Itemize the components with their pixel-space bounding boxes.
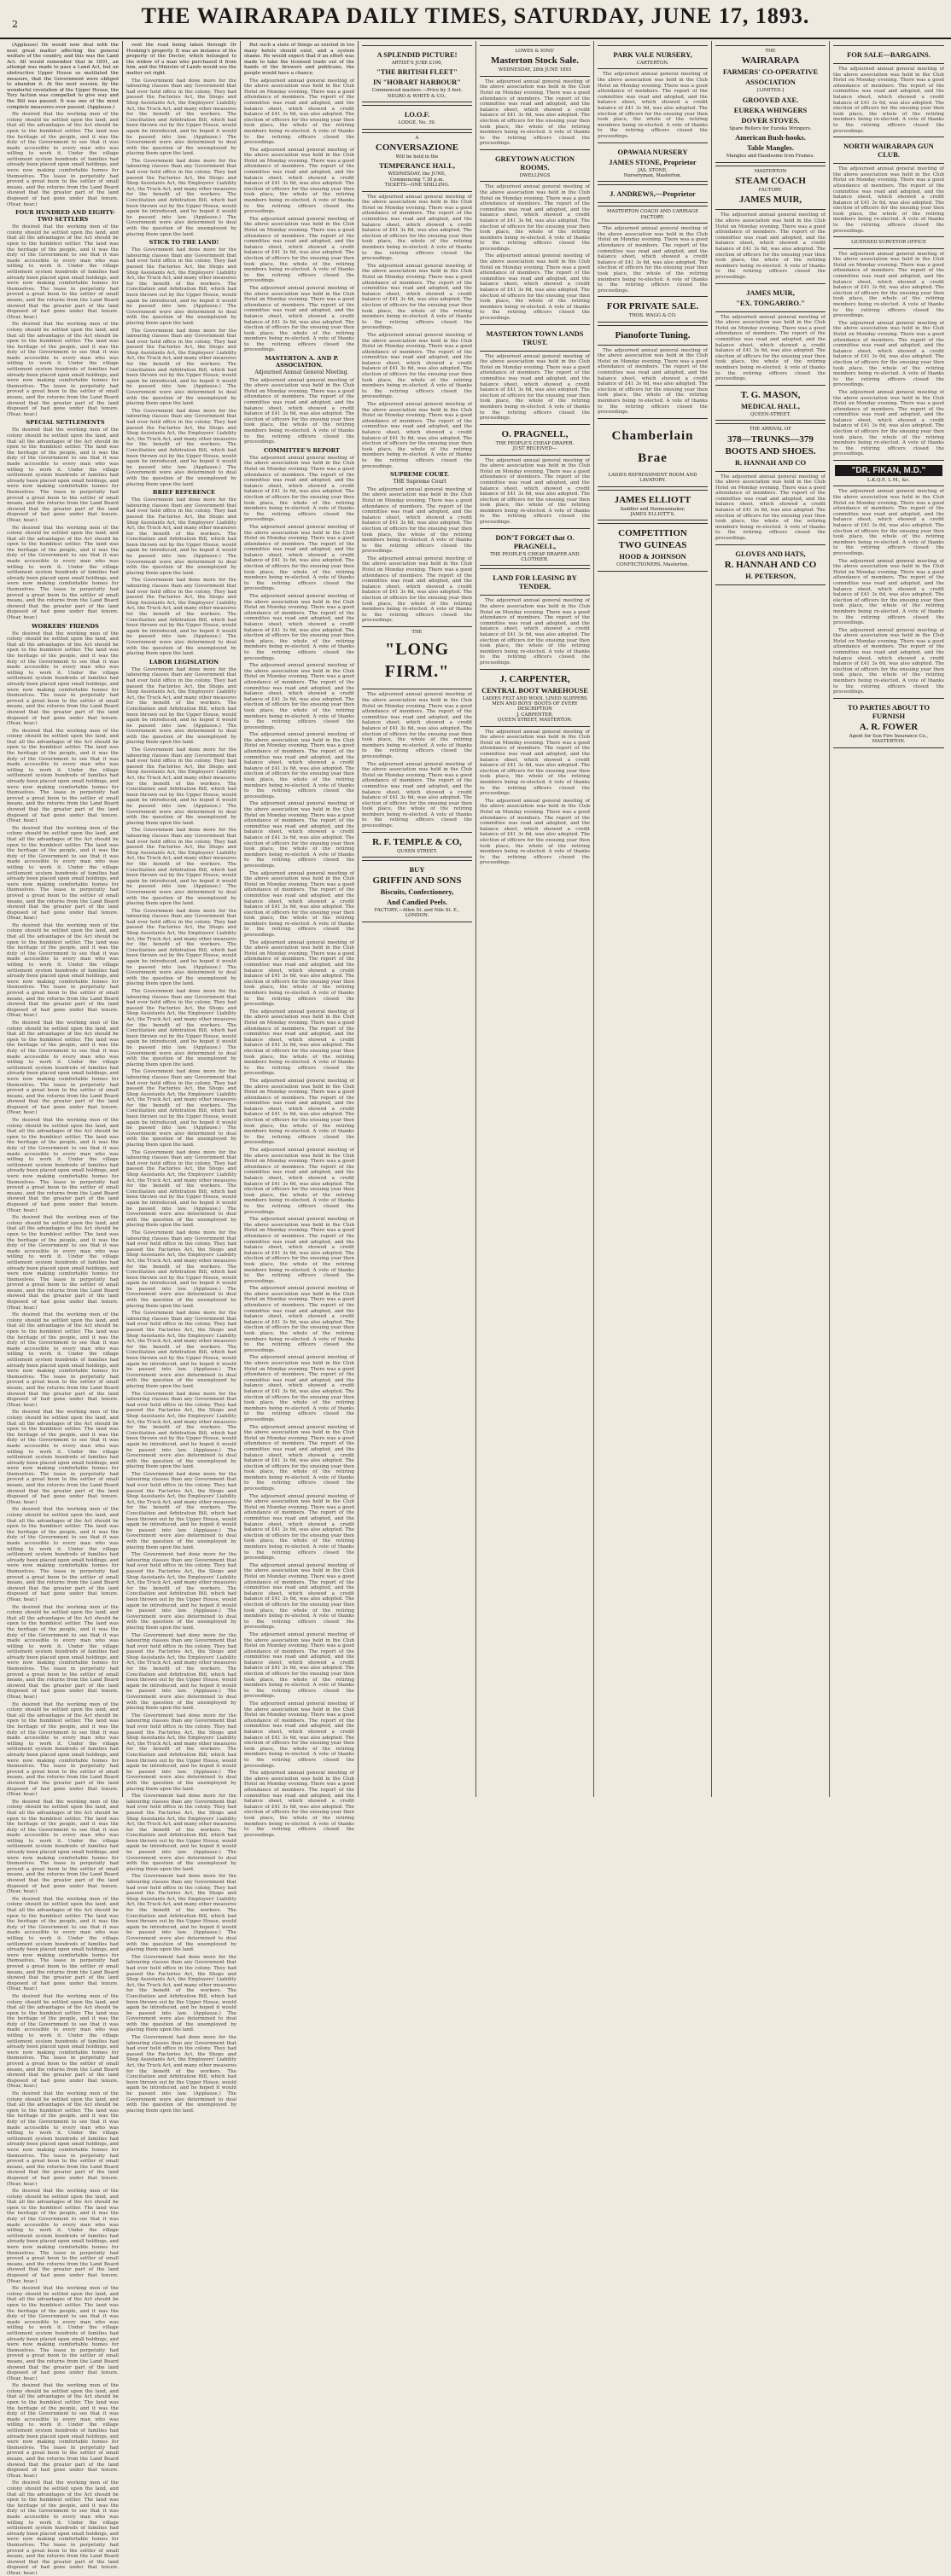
article-text: The adjourned annual general meeting of the above association was held in the Club Hotel on Monday evening. There was a good attendance of members. The report of the committee was read and adopted, and the balance sheet, which showed a credit balance of £41 3s 6d, was also adopted. The election of officers for the ensuing year then took place, the whole of the retiring members being re-elected. A vote of thanks to the retiring officers closed the proceedings. xyxy=(480,457,590,526)
article-text: He desired that the working men of the colony should be settled upon the land, and that all the advantages of the Act should be open to the humblest settler. The land was the heritage of the people, and it was the duty of the Government to see that it was made accessible to every man who was willing to work it. Under the village settlement system hundreds of families had already been placed upon small holdings, and were now making comfortable homes for themselves. The lease in perpetuity had proved a great boon to the settler of small means, and the returns from the Land Board showed that the greater part of the land disposed of had gone under that tenure. (Hear, hear.) xyxy=(7,1118,119,1213)
article-text: He desired that the working men of the colony should be settled upon the land, and that all the advantages of the Act should be open to the humblest settler. The land was the heritage of the people, and it was the duty of the Government to see that it was made accessible to every man who was willing to work it. Under the village settlement system hundreds of families had already been placed upon small holdings, and were now making comfortable homes for themselves. The lease in perpetuity had proved a great boon to the settler of small means, and the returns from the Land Board showed that the greater part of the land disposed of had gone under that tenure. (Hear, hear.) xyxy=(7,1507,119,1602)
article-text: The adjourned annual general meeting of the above association was held in the Club Hotel on Monday evening. There was a good attendance of members. The report of the committee was read and adopted, and the balance sheet, which showed a credit balance of £41 3s 6d, was also adopted. The election of officers for the ensuing year then took place, the whole of the retiring members being re-elected. A vote of thanks to the retiring officers closed the proceedings. xyxy=(362,263,472,331)
article-text: The adjourned annual general meeting of the above association was held in the Club Hotel on Monday evening. There was a good attendance of members. The report of the committee was read and adopted, and the balance sheet, which showed a credit balance of £41 3s 6d, was also adopted. The election of officers for the ensuing year then took place, the whole of the retiring members being re-elected. A vote of thanks to the retiring officers closed the proceedings. xyxy=(244,1562,354,1631)
article-text: He desired that the working men of the colony should be settled upon the land, and that all the advantages of the Act should be open to the humblest settler. The land was the heritage of the people, and it was the duty of the Government to see that it was made accessible to every man who was willing to work it. Under the village settlement system hundreds of families had already been placed upon small holdings, and were now making comfortable homes for themselves. The lease in perpetuity had proved a great boon to the settler of small means, and the returns from the Land Board showed that the greater part of the land disposed of had gone under that tenure. (Hear, hear.) xyxy=(7,1993,119,2090)
article-text: The adjourned annual general meeting of the above association was held in the Club Hotel on Monday evening. There was a good attendance of members. The report of the committee was read and adopted, and the balance sheet, which showed a credit balance of £41 3s 6d, was also adopted. The election of officers for the ensuing year then took place, the whole of the retiring members being re-elected. A vote of thanks to the retiring officers closed the proceedings. xyxy=(362,692,472,759)
advert-line: Nurseryman, Masterton. xyxy=(623,172,682,178)
advert-heading: Chamberlain Brae xyxy=(611,428,694,465)
article-text: The adjourned annual general meeting of the above association was held in the Club Hotel on Monday evening. There was a good attendance of members. The report of the committee was read and adopted, and the balance sheet, which showed a credit balance of £41 3s 6d, was also adopted. The election of officers for the ensuing year then took place, the whole of the retiring members being re-elected. A vote of thanks to the retiring officers closed the proceedings. xyxy=(244,1701,354,1769)
advert-heading: MEDICAL HALL, xyxy=(741,401,800,410)
column-3 xyxy=(241,41,359,1838)
article-text: The Government had done more for the labouring classes than any Government that had ever held office in the colony. They had passed the Factories Act, the Shops and Shop Assistants Act, the Employers' Liability Act, the Truck Act, and many other measures for the benefit of the workers. The Conciliation and Arbitration Bill, which had been thrown out by the Upper House, would again be introduced, and he hoped it would be passed into law. (Applause.) The Government were also determined to deal with the question of the unemployed by placing them upon the land. xyxy=(126,328,236,407)
advert-line: CARTERTON. xyxy=(636,61,669,66)
article-text: He desired that the working men of the colony should be settled upon the land, and that all the advantages of the Act should be open to the humblest settler. The land was the heritage of the people, and it was the duty of the Government to see that it was made accessible to every man who was willing to work it. Under the village settlement system hundreds of families had already been placed upon small holdings, and were now making comfortable homes for themselves. The lease in perpetuity had proved a great boon to the settler of small means, and the returns from the Land Board showed that the greater part of the land disposed of had gone under that tenure. (Hear, hear.) xyxy=(7,1799,119,1895)
advert-conversazione xyxy=(362,132,472,192)
advert-heading: FARMERS' CO-OPERATIVE xyxy=(722,67,819,77)
article-text: The adjourned annual general meeting of the above association was held in the Club Hotel on Monday evening. There was a good attendance of members. The report of the committee was read and adopted, and the balance sheet, which showed a credit balance of £41 3s 6d, was also adopted. The election of officers for the ensuing year then took place, the whole of the retiring members being re-elected. A vote of thanks to the retiring officers closed the proceedings. xyxy=(598,226,708,294)
article-text: He desired that the working men of the colony should be settled upon the land, and that all the advantages of the Act should be open to the humblest settler. The land was the heritage of the people, and it was the duty of the Government to see that it was made accessible to every man who was willing to work it. Under the village settlement system hundreds of families had already been placed upon small holdings, and were now making comfortable homes for themselves. The lease in perpetuity had proved a great boon to the settler of small means, and the returns from the Land Board showed that the greater part of the land disposed of had gone under that tenure. (Hear, hear.) xyxy=(7,2286,119,2381)
article-text: vent the road being taken through Dr Hosking's property. It was an instance of the property of the Doctor, which belonged to the widow of a man who purchased it from him, and the Minister of Lands would see the matter set right. xyxy=(126,43,236,76)
section-subheading: THE Supreme Court xyxy=(393,479,446,486)
article-text: The adjourned annual general meeting of the above association was held in the Club Hotel on Monday evening. There was a good attendance of members. The report of the committee was read and adopted, and the balance sheet, which showed a credit balance of £41 3s 6d, was also adopted. The election of officers for the ensuing year then took place, the whole of the retiring members being re-elected. A vote of thanks to the retiring officers closed the proceedings. xyxy=(833,251,944,319)
article-text: The Government had done more for the labouring classes than any Government that had ever held office in the colony. They had passed the Factories Act, the Shops and Shop Assistants Act, the Employers' Liability Act, the Truck Act, and many other measures for the benefit of the workers. The Conciliation and Arbitration Bill, which had been thrown out by the Upper House, would again be introduced, and he hoped it would be passed into law. (Applause.) The Government were also determined to deal with the question of the unemployed by placing them upon the land. xyxy=(126,908,236,987)
article-text: He desired that the working men of the colony should be settled upon the land, and that all the advantages of the Act should be open to the humblest settler. The land was the heritage of the people, and it was the duty of the Government to see that it was made accessible to every man who was willing to work it. Under the village settlement system hundreds of families had already been placed upon small holdings, and were now making comfortable homes for themselves. The lease in perpetuity had proved a great boon to the settler of small means, and the returns from the Land Board showed that the greater part of the land disposed of had gone under that tenure. (Hear, hear.) xyxy=(7,1604,119,1701)
advert-heading: IN "HOBART HARBOUR" xyxy=(373,78,461,87)
column-6 xyxy=(594,41,712,1797)
article-text: (Applause) He would now deal with the next great matter affecting the general welfare of the country, and this was the Land Act. All would remember that in 1891, an attempt was made to pass a Land Act, but an obstructive Upper House so mutilated the measure, that the Government were obliged to abandon it. At the next session, by the wonderful revelation of the Upper House, the Tory faction was compelled to give way and the Bill was passed. It was one of the most complete measures ever passed. (Applause.) xyxy=(7,43,119,110)
advert-private-sale xyxy=(598,296,708,322)
article-text: He desired that the working men of the colony should be settled upon the land, and that all the advantages of the Act should be open to the humblest settler. The land was the heritage of the people, and it was the duty of the Government to see that it was made accessible to every man who was willing to work it. Under the village settlement system hundreds of families had already been placed upon small holdings, and were now making comfortable homes for themselves. The lease in perpetuity had proved a great boon to the settler of small means, and the returns from the Land Board showed that the greater part of the land disposed of had gone under that tenure. (Hear, hear.) xyxy=(7,1215,119,1311)
advert-heading: Table Mangles. xyxy=(747,143,794,153)
advert-line: MASTERTON COACH AND CARRIAGE FACTORY. xyxy=(606,209,699,220)
advert-line: L.K.Q.P., L.M., &c. xyxy=(866,478,911,484)
advert-heading: MASTERTON TOWN LANDS TRUST. xyxy=(486,329,584,346)
advert-heading: JAMES MUIR, xyxy=(746,288,795,297)
page-number: 2 xyxy=(12,19,18,30)
article-text: The Government had done more for the labouring classes than any Government that had ever held office in the colony. They had passed the Factories Act, the Shops and Shop Assistants Act, the Employers' Liability Act, the Truck Act, and many other measures for the benefit of the workers. The Conciliation and Arbitration Bill, which had been thrown out by the Upper House, would again be introduced, and he hoped it would be passed into law. (Applause.) The Government were also determined to deal with the question of the unemployed by placing them upon the land. xyxy=(126,408,236,487)
advert-piano xyxy=(598,325,708,346)
article-text: The adjourned annual general meeting of the above association was held in the Club Hotel on Monday evening. There was a good attendance of members. The report of the committee was read and adopted, and the balance sheet, which showed a credit balance of £41 3s 6d, was also adopted. The election of officers for the ensuing year then took place, the whole of the retiring members being re-elected. A vote of thanks to the retiring officers closed the proceedings. xyxy=(244,1009,354,1077)
article-text: The adjourned annual general meeting of the above association was held in the Club Hotel on Monday evening. There was a good attendance of members. The report of the committee was read and adopted, and the balance sheet, which showed a credit balance of £41 3s 6d, was also adopted. The election of officers for the ensuing year then took place, the whole of the retiring members being re-elected. A vote of thanks to the retiring officers closed the proceedings. xyxy=(244,1493,354,1561)
advert-line: Mangles and Handsome Iron Frames. xyxy=(726,154,815,160)
article-text: The adjourned annual general meeting of the above association was held in the Club Hotel on Monday evening. There was a good attendance of members. The report of the committee was read and adopted, and the balance sheet, which showed a credit balance of £41 3s 6d, was also adopted. The election of officers for the ensuing year then took place, the whole of the retiring members being re-elected. A vote of thanks to the retiring officers closed the proceedings. xyxy=(362,555,472,624)
advert-heading: H. PETERSON, xyxy=(745,571,796,580)
advert-temple xyxy=(362,832,472,858)
advert-heading: TEMPERANCE HALL, xyxy=(379,161,455,171)
advert-heading: And Candied Peels. xyxy=(386,898,448,907)
advert-heading: J. CARPENTER, xyxy=(499,673,570,684)
article-text: The adjourned annual general meeting of the above association was held in the Club Hotel on Monday evening. There was a good attendance of members. The report of the committee was read and adopted, and the balance sheet, which showed a credit balance of £41 3s 6d, was also adopted. The election of officers for the ensuing year then took place, the whole of the retiring members being re-elected. A vote of thanks to the retiring officers closed the proceedings. xyxy=(598,347,708,416)
article-text: The adjourned annual general meeting of the above association was held in the Club Hotel on Monday evening. There was a good attendance of members. The report of the committee was read and adopted, and the balance sheet, which showed a credit balance of £41 3s 6d, was also adopted. The election of officers for the ensuing year then took place, the whole of the retiring members being re-elected. A vote of thanks to the retiring officers closed the proceedings. xyxy=(715,314,826,382)
article-text: He desired that the working men of the colony should be settled upon the land, and that all the advantages of the Act should be open to the humblest settler. The land was the heritage of the people, and it was the duty of the Government to see that it was made accessible to every man who was willing to work it. Under the village settlement system hundreds of families had already been placed upon small holdings, and were now making comfortable homes for themselves. The lease in perpetuity had proved a great boon to the settler of small means, and the returns from the Land Board showed that the greater part of the land disposed of had gone under that tenure. (Hear, hear.) xyxy=(7,1312,119,1408)
advert-picture xyxy=(362,45,472,102)
advert-heading: BUY xyxy=(409,865,425,875)
advert-heading: ASSOCIATION xyxy=(745,78,796,87)
article-text: The adjourned annual general meeting of the above association was held in the Club Hotel on Monday evening. There was a good attendance of members. The report of the committee was read and adopted, and the balance sheet, which showed a credit balance of £41 3s 6d, was also adopted. The election of officers for the ensuing year then took place, the whole of the retiring members being re-elected. A vote of thanks to the retiring officers closed the proceedings. xyxy=(244,801,354,869)
advert-line: JUST RECEIVED— xyxy=(512,446,557,452)
article-text: The Government had done more for the labouring classes than any Government that had ever held office in the colony. They had passed the Factories Act, the Shops and Shop Assistants Act, the Employers' Liability Act, the Truck Act, and many other measures for the benefit of the workers. The Conciliation and Arbitration Bill, which had been thrown out by the Upper House, would again be introduced, and he hoped it would be passed into law. (Applause.) The Government were also determined to deal with the question of the unemployed by placing them upon the land. xyxy=(126,989,236,1067)
advert-heading: "LONG FIRM." xyxy=(384,640,450,682)
advert-line: LICENSED SURVEYOR OFFICE xyxy=(851,240,926,246)
advert-pragnell xyxy=(480,424,590,456)
article-text: The adjourned annual general meeting of the above association was held in the Club Hotel on Monday evening. There was a good attendance of members. The report of the committee was read and adopted, and the balance sheet, which showed a credit balance of £41 3s 6d, was also adopted. The election of officers for the ensuing year then took place, the whole of the retiring members being re-elected. A vote of thanks to the retiring officers closed the proceedings. xyxy=(244,594,354,661)
article-text: He desired that the working men of the colony should be settled upon the land, and that all the advantages of the Act should be open to the humblest settler. The land was the heritage of the people, and it was the duty of the Government to see that it was made accessible to every man who was willing to work it. Under the village settlement system hundreds of families had already been placed upon small holdings, and were now making comfortable homes for themselves. The lease in perpetuity had proved a great boon to the settler of small means, and the returns from the Land Board showed that the greater part of the land disposed of had gone under that tenure. (Hear, hear.) xyxy=(7,2091,119,2187)
article-text: The adjourned annual general meeting of the above association was held in the Club Hotel on Monday evening. There was a good attendance of members. The report of the committee was read and adopted, and the balance sheet, which showed a credit balance of £41 3s 6d, was also adopted. The election of officers for the ensuing year then took place, the whole of the retiring members being re-elected. A vote of thanks to the retiring officers closed the proceedings. xyxy=(244,1355,354,1422)
advert-heading: GRIFFIN AND SONS xyxy=(372,875,462,887)
article-text: The Government had done more for the labouring classes than any Government that had ever held office in the colony. They had passed the Factories Act, the Shops and Shop Assistants Act, the Employers' Liability Act, the Truck Act, and many other measures for the benefit of the workers. The Conciliation and Arbitration Bill, which had been thrown out by the Upper House, would again be introduced, and he hoped it would be passed into law. (Applause.) The Government were also determined to deal with the question of the unemployed by placing them upon the land. xyxy=(126,1391,236,1470)
advert-line: THE PEOPLE'S CHEAP DRAPER. xyxy=(495,440,575,446)
advert-line: QUEEN-STREET. xyxy=(750,411,791,417)
article-text: He desired that the working men of the colony should be settled upon the land, and that all the advantages of the Act should be open to the humblest settler. The land was the heritage of the people, and it was the duty of the Government to see that it was made accessible to every man who was willing to work it. Under the village settlement system hundreds of families had already been placed upon small holdings, and were now making comfortable homes for themselves. The lease in perpetuity had proved a great boon to the settler of small means, and the returns from the Land Board showed that the greater part of the land disposed of had gone under that tenure. (Hear, hear.) xyxy=(7,1896,119,1992)
article-text: The adjourned annual general meeting of the above association was held in the Club Hotel on Monday evening. There was a good attendance of members. The report of the committee was read and adopted, and the balance sheet, which showed a credit balance of £41 3s 6d, was also adopted. The election of officers for the ensuing year then took place, the whole of the retiring members being re-elected. A vote of thanks to the retiring officers closed the proceedings. xyxy=(244,377,354,445)
article-text: The Government had done more for the labouring classes than any Government that had ever held office in the colony. They had passed the Factories Act, the Shops and Shop Assistants Act, the Employers' Liability Act, the Truck Act, and many other measures for the benefit of the workers. The Conciliation and Arbitration Bill, which had been thrown out by the Upper House, would again be introduced, and he hoped it would be passed into law. (Applause.) The Government were also determined to deal with the question of the unemployed by placing them upon the land. xyxy=(126,666,236,746)
article-text: The adjourned annual general meeting of the above association was held in the Club Hotel on Monday evening. There was a good attendance of members. The report of the committee was read and adopted, and the balance sheet, which showed a credit balance of £41 3s 6d, was also adopted. The election of officers for the ensuing year then took place, the whole of the retiring members being re-elected. A vote of thanks to the retiring officers closed the proceedings. xyxy=(833,320,944,388)
advert-doctor xyxy=(833,460,944,486)
advert-heading: DON'T FORGET that O. PRAGNELL, xyxy=(495,532,575,550)
advert-line: CONFECTIONERS, Masterton. xyxy=(616,562,689,568)
advert-opawaia xyxy=(598,142,708,183)
advert-line: THOS. WAGG & CO. xyxy=(628,313,677,319)
advert-line: QUEEN STREET, MASTERTON. xyxy=(497,718,573,724)
advert-heading: "THE BRITISH FLEET" xyxy=(376,67,458,77)
advert-gloves xyxy=(715,544,826,585)
advert-line: Spare Rollers for Eureka Wringers. xyxy=(729,125,812,131)
article-text: The adjourned annual general meeting of the above association was held in the Club Hotel on Monday evening. There was a good attendance of members. The report of the committee was read and adopted, and the balance sheet, which showed a credit balance of £41 3s 6d, was also adopted. The election of officers for the ensuing year then took place, the whole of the retiring members being re-elected. A vote of thanks to the retiring officers closed the proceedings. xyxy=(480,598,590,666)
section-heading: STICK TO THE LAND! xyxy=(149,239,219,247)
article-text: The Government had done more for the labouring classes than any Government that had ever held office in the colony. They had passed the Factories Act, the Shops and Shop Assistants Act, the Employers' Liability Act, the Truck Act, and many other measures for the benefit of the workers. The Conciliation and Arbitration Bill, which had been thrown out by the Upper House, would again be introduced, and he hoped it would be passed into law. (Applause.) The Government were also determined to deal with the question of the unemployed by placing them upon the land. xyxy=(126,1794,236,1872)
advert-line: QUEEN STREET. xyxy=(397,848,437,854)
article-text: The adjourned annual general meeting of the above association was held in the Club Hotel on Monday evening. There was a good attendance of members. The report of the committee was read and adopted, and the balance sheet, which showed a credit balance of £41 3s 6d, was also adopted. The election of officers for the ensuing year then took place, the whole of the retiring members being re-elected. A vote of thanks to the retiring officers closed the proceedings. xyxy=(244,870,354,939)
advert-heading: OPAWAIA NURSERY xyxy=(617,147,688,156)
article-text: The adjourned annual general meeting of the above association was held in the Club Hotel on Monday evening. There was a good attendance of members. The report of the committee was read and adopted, and the balance sheet, which showed a credit balance of £41 3s 6d, was also adopted. The election of officers for the ensuing year then took place, the whole of the retiring members being re-elected. A vote of thanks to the retiring officers closed the proceedings. xyxy=(833,489,944,556)
article-text: The adjourned annual general meeting of the above association was held in the Club Hotel on Monday evening. There was a good attendance of members. The report of the committee was read and adopted, and the balance sheet, which showed a credit balance of £41 3s 6d, was also adopted. The election of officers for the ensuing year then took place, the whole of the retiring members being re-elected. A vote of thanks to the retiring officers closed the proceedings. xyxy=(244,1424,354,1492)
advert-heading: JAMES MUIR, xyxy=(738,195,802,206)
article-text: The adjourned annual general meeting of the above association was held in the Club Hotel on Monday evening. There was a good attendance of members. The report of the committee was read and adopted, and the balance sheet, which showed a credit balance of £41 3s 6d, was also adopted. The election of officers for the ensuing year then took place, the whole of the retiring members being re-elected. A vote of thanks to the retiring officers closed the proceedings. xyxy=(244,147,354,215)
advert-heading: DOVER STOVES. xyxy=(741,115,800,125)
article-text: The adjourned annual general meeting of the above association was held in the Club Hotel on Monday evening. There was a good attendance of members. The report of the committee was read and adopted, and the balance sheet, which showed a credit balance of £41 3s 6d, was also adopted. The election of officers for the ensuing year then took place, the whole of the retiring members being re-elected. A vote of thanks to the retiring officers closed the proceedings. xyxy=(833,627,944,695)
advert-lodge xyxy=(362,105,472,129)
column-7 xyxy=(712,41,830,1797)
advert-heading: 378—TRUNKS—379 xyxy=(727,433,814,445)
advert-heading: I.O.O.F. xyxy=(404,110,430,119)
article-text: The adjourned annual general meeting of the above association was held in the Club Hotel on Monday evening. There was a good attendance of members. The report of the committee was read and adopted, and the balance sheet, which showed a credit balance of £41 3s 6d, was also adopted. The election of officers for the ensuing year then took place, the whole of the retiring members being re-elected. A vote of thanks to the retiring officers closed the proceedings. xyxy=(244,1078,354,1146)
article-text: He desired that the working men of the colony should be settled upon the land, and that all the advantages of the Act should be open to the humblest settler. The land was the heritage of the people, and it was the duty of the Government to see that it was made accessible to every man who was willing to work it. Under the village settlement system hundreds of families had already been placed upon small holdings, and were now making comfortable homes for themselves. The lease in perpetuity had proved a great boon to the settler of small means, and the returns from the Land Board showed that the greater part of the land disposed of had gone under that tenure. (Hear, hear.) xyxy=(7,2383,119,2479)
section-heading: BRIEF REFERENCE xyxy=(152,489,216,497)
advert-line: WEDNESDAY, 28th JUNE 1893 xyxy=(498,67,572,73)
advert-line: THE xyxy=(411,630,423,635)
advert-heading: WAIRARAPA xyxy=(741,55,800,67)
advert-heading: NORTH WAIRARAPA GUN CLUB. xyxy=(843,142,934,160)
article-text: The adjourned annual general meeting of the above association was held in the Club Hotel on Monday evening. There was a good attendance of members. The report of the committee was read and adopted, and the balance sheet, which showed a credit balance of £41 3s 6d, was also adopted. The election of officers for the ensuing year then took place, the whole of the retiring members being re-elected. A vote of thanks to the retiring officers closed the proceedings. xyxy=(244,455,354,523)
section-subheading: Adjourned Annual General Meeting. xyxy=(254,369,349,376)
article-text: He desired that the working men of the colony should be settled upon the land, and that all the advantages of the Act should be open to the humblest settler. The land was the heritage of the people, and it was the duty of the Government to see that it was made accessible to every man who was willing to work it. Under the village settlement system hundreds of families had already been placed upon small holdings, and were now making comfortable homes for themselves. The lease in perpetuity had proved a great boon to the settler of small means, and the returns from the Land Board showed that the greater part of the land disposed of had gone under that tenure. (Hear, hear.) xyxy=(7,728,119,824)
article-text: The adjourned annual general meeting of the above association was held in the Club Hotel on Monday evening. There was a good attendance of members. The report of the committee was read and adopted, and the balance sheet, which showed a credit balance of £41 3s 6d, was also adopted. The election of officers for the ensuing year then took place, the whole of the retiring members being re-elected. A vote of thanks to the retiring officers closed the proceedings. xyxy=(244,1286,354,1353)
article-text: The adjourned annual general meeting of the above association was held in the Club Hotel on Monday evening. There was a good attendance of members. The report of the committee was read and adopted, and the balance sheet, which showed a credit balance of £41 3s 6d, was also adopted. The election of officers for the ensuing year then took place, the whole of the retiring members being re-elected. A vote of thanks to the retiring officers closed the proceedings. xyxy=(480,184,590,252)
advert-gun-club xyxy=(833,137,944,164)
article-text: The adjourned annual general meeting of the above association was held in the Club Hotel on Monday evening. There was a good attendance of members. The report of the committee was read and adopted, and the balance sheet, which showed a credit balance of £41 3s 6d, was also adopted. The election of officers for the ensuing year then took place, the whole of the retiring members being re-elected. A vote of thanks to the retiring officers closed the proceedings. xyxy=(480,729,590,797)
advert-heading: LAND FOR LEASING BY TENDER. xyxy=(493,573,577,591)
advert-heading: TO PARTIES ABOUT TO FURNISH xyxy=(848,702,930,720)
advert-heading: EUREKA WHINGERS xyxy=(733,105,808,114)
advert-elliott xyxy=(598,490,708,521)
article-text: The Government had done more for the labouring classes than any Government that had ever held office in the colony. They had passed the Factories Act, the Shops and Shop Assistants Act, the Employers' Liability Act, the Truck Act, and many other measures for the benefit of the workers. The Conciliation and Arbitration Bill, which had been thrown out by the Upper House, would again be introduced, and he hoped it would be passed into law. (Applause.) The Government were also determined to deal with the question of the unemployed by placing them upon the land. xyxy=(126,158,236,237)
advert-line: MEN AND BOYS' BOOTS OF EVERY DESCRIPTION xyxy=(492,701,578,712)
article-text: The adjourned annual general meeting of the above association was held in the Club Hotel on Monday evening. There was a good attendance of members. The report of the committee was read and adopted, and the balance sheet, which showed a credit balance of £41 3s 6d, was also adopted. The election of officers for the ensuing year then took place, the whole of the retiring members being re-elected. A vote of thanks to the retiring officers closed the proceedings. xyxy=(480,79,590,147)
article-text: The Government had done more for the labouring classes than any Government that had ever held office in the colony. They had passed the Factories Act, the Shops and Shop Assistants Act, the Employers' Liability Act, the Truck Act, and many other measures for the benefit of the workers. The Conciliation and Arbitration Bill, which had been thrown out by the Upper House, would again be introduced, and he hoped it would be passed into law. (Applause.) The Government were also determined to deal with the question of the unemployed by placing them upon the land. xyxy=(126,1712,236,1792)
article-text: He desired that the working men of the colony should be settled upon the land, and that all the advantages of the Act should be open to the humblest settler. The land was the heritage of the people, and it was the duty of the Government to see that it was made accessible to every man who was willing to work it. Under the village settlement system hundreds of families had already been placed upon small holdings, and were now making comfortable homes for themselves. The lease in perpetuity had proved a great boon to the settler of small means, and the returns from the Land Board showed that the greater part of the land disposed of had gone under that tenure. (Hear, hear.) xyxy=(7,631,119,727)
article-text: The Government had done more for the labouring classes than any Government that had ever held office in the colony. They had passed the Factories Act, the Shops and Shop Assistants Act, the Employers' Liability Act, the Truck Act, and many other measures for the benefit of the workers. The Conciliation and Arbitration Bill, which had been thrown out by the Upper House, would again be introduced, and he hoped it would be passed into law. (Applause.) The Government were also determined to deal with the question of the unemployed by placing them upon the land. xyxy=(126,497,236,576)
advert-andrews xyxy=(598,184,708,203)
article-text: The adjourned annual general meeting of the above association was held in the Club Hotel on Monday evening. There was a good attendance of members. The report of the committee was read and adopted, and the balance sheet, which showed a credit balance of £41 3s 6d, was also adopted. The election of officers for the ensuing year then took place, the whole of the retiring members being re-elected. A vote of thanks to the retiring officers closed the proceedings. xyxy=(480,798,590,866)
article-text: The Government had done more for the labouring classes than any Government that had ever held office in the colony. They had passed the Factories Act, the Shops and Shop Assistants Act, the Employers' Liability Act, the Truck Act, and many other measures for the benefit of the workers. The Conciliation and Arbitration Bill, which had been thrown out by the Upper House, would again be introduced, and he hoped it would be passed into law. (Applause.) The Government were also determined to deal with the question of the unemployed by placing them upon the land. xyxy=(126,747,236,826)
section-heading: FOUR HUNDRED AND EIGHTY-TWO SETTLERS xyxy=(15,209,115,224)
article-text: The adjourned annual general meeting of the above association was held in the Club Hotel on Monday evening. There was a good attendance of members. The report of the committee was read and adopted, and the balance sheet, which showed a credit balance of £41 3s 6d, was also adopted. The election of officers for the ensuing year then took place, the whole of the retiring members being re-elected. A vote of thanks to the retiring officers closed the proceedings. xyxy=(244,1217,354,1284)
advert-heading: FOR SALE—BARGAINS. xyxy=(847,50,931,59)
advert-heading: Biscuits, Confectionery, xyxy=(380,887,454,897)
advert-heading: Pianoforte Tuning. xyxy=(615,329,691,340)
article-text: He desired that the working men of the colony should be settled upon the land, and that all the advantages of the Act should be open to the humblest settler. The land was the heritage of the people, and it was the duty of the Government to see that it was made accessible to every man who was willing to work it. Under the village settlement system hundreds of families had already been placed upon small holdings, and were now making comfortable homes for themselves. The lease in perpetuity had proved a great boon to the settler of small means, and the returns from the Land Board showed that the greater part of the land disposed of had gone under that tenure. (Hear, hear.) xyxy=(7,224,119,320)
column-2 xyxy=(123,41,241,2114)
advert-heading: FOR PRIVATE SALE. xyxy=(606,301,699,312)
advert-line: LADIES REFRESHMENT ROOM AND LAVATORY. xyxy=(608,472,697,484)
advert-line: THE PEOPLE'S CHEAP DRAPER AND CLOTHIER. xyxy=(490,551,580,563)
article-text: The adjourned annual general meeting of the above association was held in the Club Hotel on Monday evening. There was a good attendance of members. The report of the committee was read and adopted, and the balance sheet, which showed a credit balance of £41 3s 6d, was also adopted. The election of officers for the ensuing year then took place, the whole of the retiring members being re-elected. A vote of thanks to the retiring officers closed the proceedings. xyxy=(244,78,354,146)
article-text: The adjourned annual general meeting of the above association was held in the Club Hotel on Monday evening. There was a good attendance of members. The report of the committee was read and adopted, and the balance sheet, which showed a credit balance of £41 3s 6d, was also adopted. The election of officers for the ensuing year then took place, the whole of the retiring members being re-elected. A vote of thanks to the retiring officers closed the proceedings. xyxy=(362,332,472,400)
advert-heading: TWO GUINEAS xyxy=(618,540,687,551)
advert-griffin xyxy=(362,860,472,922)
advert-heading: A SPLENDID PICTURE! xyxy=(376,50,458,59)
column-4 xyxy=(359,41,476,1797)
column-grid xyxy=(3,41,948,2576)
article-text: The adjourned annual general meeting of the above association was held in the Club Hotel on Monday evening. There was a good attendance of members. The report of the committee was read and adopted, and the balance sheet, which showed a credit balance of £41 3s 6d, was also adopted. The election of officers for the ensuing year then took place, the whole of the retiring members being re-elected. A vote of thanks to the retiring officers closed the proceedings. xyxy=(244,939,354,1008)
advert-stock-sale xyxy=(480,45,590,77)
article-text: The Government had done more for the labouring classes than any Government that had ever held office in the colony. They had passed the Factories Act, the Shops and Shop Assistants Act, the Employers' Liability Act, the Truck Act, and many other measures for the benefit of the workers. The Conciliation and Arbitration Bill, which had been thrown out by the Upper House, would again be introduced, and he hoped it would be passed into law. (Applause.) The Government were also determined to deal with the question of the unemployed by placing them upon the land. xyxy=(126,1069,236,1148)
article-text: He desired that the working men of the colony should be settled upon the land, and that all the advantages of the Act should be open to the humblest settler. The land was the heritage of the people, and it was the duty of the Government to see that it was made accessible to every man who was willing to work it. Under the village settlement system hundreds of families had already been placed upon small holdings, and were now making comfortable homes for themselves. The lease in perpetuity had proved a great boon to the settler of small means, and the returns from the Land Board showed that the greater part of the land disposed of had gone under that tenure. (Hear, hear.) xyxy=(7,427,119,523)
advert-line: THE ARRIVAL OF xyxy=(750,427,791,433)
article-text: He desired that the working men of the colony should be settled upon the land, and that all the advantages of the Act should be open to the humblest settler. The land was the heritage of the people, and it was the duty of the Government to see that it was made accessible to every man who was willing to work it. Under the village settlement system hundreds of families had already been placed upon small holdings, and were now making comfortable homes for themselves. The lease in perpetuity had proved a great boon to the settler of small means, and the returns from the Land Board showed that the greater part of the land disposed of had gone under that tenure. (Hear, hear.) xyxy=(7,2480,119,2576)
article-text: The adjourned annual general meeting of the above association was held in the Club Hotel on Monday evening. There was a good attendance of members. The report of the committee was read and adopted, and the balance sheet, which showed a credit balance of £41 3s 6d, was also adopted. The election of officers for the ensuing year then took place, the whole of the retiring members being re-elected. A vote of thanks to the retiring officers closed the proceedings. xyxy=(362,486,472,555)
advert-mason xyxy=(715,385,826,421)
advert-bargains xyxy=(833,45,944,64)
advert-surveyor xyxy=(833,236,944,248)
advert-line: ARTIST'S JUBE £100, xyxy=(391,61,443,66)
advert-heading: O. PRAGNELL, xyxy=(501,428,569,439)
advert-line: DWELLINGS xyxy=(519,172,551,178)
advert-heading: "EX. TONGARIRO." xyxy=(736,298,805,307)
article-text: The Government had done more for the labouring classes than any Government that had ever held office in the colony. They had passed the Factories Act, the Shops and Shop Assistants Act, the Employers' Liability Act, the Truck Act, and many other measures for the benefit of the workers. The Conciliation and Arbitration Bill, which had been thrown out by the Upper House, would again be introduced, and he hoped it would be passed into law. (Applause.) The Government were also determined to deal with the question of the unemployed by placing them upon the land. xyxy=(126,2035,236,2114)
article-text: The Government had done more for the labouring classes than any Government that had ever held office in the colony. They had passed the Factories Act, the Shops and Shop Assistants Act, the Employers' Liability Act, the Truck Act, and many other measures for the benefit of the workers. The Conciliation and Arbitration Bill, which had been thrown out by the Upper House, would again be introduced, and he hoped it would be passed into law. (Applause.) The Government were also determined to deal with the question of the unemployed by placing them upon the land. xyxy=(126,247,236,326)
column-5 xyxy=(476,41,594,1797)
article-text: The adjourned annual general meeting of the above association was held in the Club Hotel on Monday evening. There was a good attendance of members. The report of the committee was read and adopted, and the balance sheet, which showed a credit balance of £41 3s 6d, was also adopted. The election of officers for the ensuing year then took place, the whole of the retiring members being re-elected. A vote of thanks to the retiring officers closed the proceedings. xyxy=(244,663,354,730)
advert-line: TICKETS—ONE SHILLING. xyxy=(384,183,450,189)
article-text: He desired that the working men of the colony should be settled upon the land, and that all the advantages of the Act should be open to the humblest settler. The land was the heritage of the people, and it was the duty of the Government to see that it was made accessible to every man who was willing to work it. Under the village settlement system hundreds of families had already been placed upon small holdings, and were now making comfortable homes for themselves. The lease in perpetuity had proved a great boon to the settler of small means, and the returns from the Land Board showed that the greater part of the land disposed of had gone under that tenure. (Hear, hear.) xyxy=(7,525,119,620)
newspaper-title: THE WAIRARAPA DAILY TIMES, SATURDAY, JUNE 17, 1893. xyxy=(141,3,810,28)
advert-line: LADIES FELT AND WOOL LINED SLIPPERS xyxy=(482,695,587,701)
article-text: The adjourned annual general meeting of the above association was held in the Club Hotel on Monday evening. There was a good attendance of members. The report of the committee was read and adopted, and the balance sheet, which showed a credit balance of £41 3s 6d, was also adopted. The election of officers for the ensuing year then took place, the whole of the retiring members being re-elected. A vote of thanks to the retiring officers closed the proceedings. xyxy=(715,474,826,542)
column-1 xyxy=(3,41,123,2576)
advert-line: FACTORY,—Allen St. and Nile St. E., LONDON. xyxy=(374,908,460,919)
advert-line: MASTERTON xyxy=(754,168,787,174)
advert-heading: R. HANNAH AND CO xyxy=(734,457,807,467)
article-text: The adjourned annual general meeting of the above association was held in the Club Hotel on Monday evening. There was a good attendance of members. The report of the committee was read and adopted, and the balance sheet, which showed a credit balance of £41 3s 6d, was also adopted. The election of officers for the ensuing year then took place, the whole of the retiring members being re-elected. A vote of thanks to the retiring officers closed the proceedings. xyxy=(362,194,472,262)
advert-heading: CENTRAL BOOT WAREHOUSE xyxy=(481,685,588,695)
article-text: He desired that the working men of the colony should be settled upon the land, and that all the advantages of the Act should be open to the humblest settler. The land was the heritage of the people, and it was the duty of the Government to see that it was made accessible to every man who was willing to work it. Under the village settlement system hundreds of families had already been placed upon small holdings, and were now making comfortable homes for themselves. The lease in perpetuity had proved a great boon to the settler of small means, and the returns from the Land Board showed that the greater part of the land disposed of had gone under that tenure. (Hear, hear.) xyxy=(7,322,119,417)
advert-muir xyxy=(715,283,826,312)
advert-long-firm xyxy=(362,626,472,689)
article-text: The adjourned annual general meeting of the above association was held in the Club Hotel on Monday evening. There was a good attendance of members. The report of the committee was read and adopted, and the balance sheet, which showed a credit balance of £41 3s 6d, was also adopted. The election of officers for the ensuing year then took place, the whole of the retiring members being re-elected. A vote of thanks to the retiring officers closed the proceedings. xyxy=(244,1148,354,1215)
advert-line: JAMES ELLIOTT'S. xyxy=(630,512,675,518)
article-text: The adjourned annual general meeting of the above association was held in the Club Hotel on Monday evening. There was a good attendance of members. The report of the committee was read and adopted, and the balance sheet, which showed a credit balance of £41 3s 6d, was also adopted. The election of officers for the ensuing year then took place, the whole of the retiring members being re-elected. A vote of thanks to the retiring officers closed the proceedings. xyxy=(362,402,472,469)
advert-dont-forget xyxy=(480,528,590,567)
advert-land-leasing xyxy=(480,568,590,596)
advert-heading: R. HANNAH AND CO xyxy=(724,559,817,570)
advert-line: LOWES & IONS' xyxy=(515,49,555,54)
article-text: He desired that the working men of the colony should be settled upon the land, and that all the advantages of the Act should be open to the humblest settler. The land was the heritage of the people, and it was the duty of the Government to see that it was made accessible to every man who was willing to work it. Under the village settlement system hundreds of families had already been placed upon small holdings, and were now making comfortable homes for themselves. The lease in perpetuity had proved a great boon to the settler of small means, and the returns from the Land Board showed that the greater part of the land disposed of had gone under that tenure. (Hear, hear.) xyxy=(7,2189,119,2284)
advert-heading: J. ANDREWS,—Proprietor xyxy=(610,189,696,199)
advert-line: J. CARPENTER, xyxy=(516,712,553,718)
section-heading: COMMITTEE'S REPORT xyxy=(264,446,340,454)
article-text: The Government had done more for the labouring classes than any Government that had ever held office in the colony. They had passed the Factories Act, the Shops and Shop Assistants Act, the Employers' Liability Act, the Truck Act, and many other measures for the benefit of the workers. The Conciliation and Arbitration Bill, which had been thrown out by the Upper House, would again be introduced, and he hoped it would be passed into law. (Applause.) The Government were also determined to deal with the question of the unemployed by placing them upon the land. xyxy=(126,828,236,907)
advert-heading: JAMES STONE, Proprietor xyxy=(609,157,697,166)
advert-line: Will be held in the xyxy=(395,154,439,160)
article-text: He desired that the working men of the colony should be settled upon the land, and that all the advantages of the Act should be open to the humblest settler. The land was the heritage of the people, and it was the duty of the Government to see that it was made accessible to every man who was willing to work it. Under the village settlement system hundreds of families had already been placed upon small holdings, and were now making comfortable homes for themselves. The lease in perpetuity had proved a great boon to the settler of small means, and the returns from the Land Board showed that the greater part of the land disposed of had gone under that tenure. (Hear, hear.) xyxy=(7,1410,119,1505)
advert-heading: JAMES ELLIOTT xyxy=(614,494,691,505)
advert-heading: BOOTS AND SHOES. xyxy=(725,445,816,456)
article-text: The adjourned annual general meeting of the above association was held in the Club Hotel on Monday evening. There was a good attendance of members. The report of the committee was read and adopted, and the balance sheet, which showed a credit balance of £41 3s 6d, was also adopted. The election of officers for the ensuing year then took place, the whole of the retiring members being re-elected. A vote of thanks to the retiring officers closed the proceedings. xyxy=(244,216,354,284)
article-text: The adjourned annual general meeting of the above association was held in the Club Hotel on Monday evening. There was a good attendance of members. The report of the committee was read and adopted, and the balance sheet, which showed a credit balance of £41 3s 6d, was also adopted. The election of officers for the ensuing year then took place, the whole of the retiring members being re-elected. A vote of thanks to the retiring officers closed the proceedings. xyxy=(244,1631,354,1700)
advert-heading: STEAM COACH xyxy=(735,176,806,187)
advert-heading: PARK VALE NURSERY, xyxy=(613,50,692,59)
advert-trunks xyxy=(715,423,826,471)
advert-line: NEGRO & WHITE & CO., xyxy=(387,93,447,99)
article-text: He desired that the working men of the colony should be settled upon the land, and that all the advantages of the Act should be open to the humblest settler. The land was the heritage of the people, and it was the duty of the Government to see that it was made accessible to every man who was willing to work it. Under the village settlement system hundreds of families had already been placed upon small holdings, and were now making comfortable homes for themselves. The lease in perpetuity had proved a great boon to the settler of small means, and the returns from the Land Board showed that the greater part of the land disposed of had gone under that tenure. (Hear, hear.) xyxy=(7,1701,119,1798)
advert-banner: "DR. FIKAN, M.D." xyxy=(835,465,942,476)
article-text: The Government had done more for the labouring classes than any Government that had ever held office in the colony. They had passed the Factories Act, the Shops and Shop Assistants Act, the Employers' Liability Act, the Truck Act, and many other measures for the benefit of the workers. The Conciliation and Arbitration Bill, which had been thrown out by the Upper House, would again be introduced, and he hoped it would be passed into law. (Applause.) The Government were also determined to deal with the question of the unemployed by placing them upon the land. xyxy=(126,1632,236,1712)
article-text: He desired that the working men of the colony should be settled upon the land, and that all the advantages of the Act should be open to the humblest settler. The land was the heritage of the people, and it was the duty of the Government to see that it was made accessible to every man who was willing to work it. Under the village settlement system hundreds of families had already been placed upon small holdings, and were now making comfortable homes for themselves. The lease in perpetuity had proved a great boon to the settler of small means, and the returns from the Land Board showed that the greater part of the land disposed of had gone under that tenure. (Hear, hear.) xyxy=(7,922,119,1019)
advert-furnish xyxy=(833,698,944,748)
advert-auction xyxy=(480,149,590,182)
article-text: The adjourned annual general meeting of the above association was held in the Club Hotel on Monday evening. There was a good attendance of members. The report of the committee was read and adopted, and the balance sheet, which showed a credit balance of £41 3s 6d, was also adopted. The election of officers for the ensuing year then took place, the whole of the retiring members being re-elected. A vote of thanks to the retiring officers closed the proceedings. xyxy=(244,524,354,592)
article-text: The Government had done more for the labouring classes than any Government that had ever held office in the colony. They had passed the Factories Act, the Shops and Shop Assistants Act, the Employers' Liability Act, the Truck Act, and many other measures for the benefit of the workers. The Conciliation and Arbitration Bill, which had been thrown out by the Upper House, would again be introduced, and he hoped it would be passed into law. (Applause.) The Government were also determined to deal with the question of the unemployed by placing them upon the land. xyxy=(126,1874,236,1953)
article-text: The Government had done more for the labouring classes than any Government that had ever held office in the colony. They had passed the Factories Act, the Shops and Shop Assistants Act, the Employers' Liability Act, the Truck Act, and many other measures for the benefit of the workers. The Conciliation and Arbitration Bill, which had been thrown out by the Upper House, would again be introduced, and he hoped it would be passed into law. (Applause.) The Government were also determined to deal with the question of the unemployed by placing them upon the land. xyxy=(126,1149,236,1229)
section-heading: LABOR LEGISLATION xyxy=(149,658,219,666)
advert-heading: GLOVES AND HATS, xyxy=(735,549,806,558)
advert-heading: HOOD & JOHNSON xyxy=(619,552,686,561)
advert-line: THE xyxy=(765,49,776,54)
article-text: The Government had done more for the labouring classes than any Government that had ever held office in the colony. They had passed the Factories Act, the Shops and Shop Assistants Act, the Employers' Liability Act, the Truck Act, and many other measures for the benefit of the workers. The Conciliation and Arbitration Bill, which had been thrown out by the Upper House, would again be introduced, and he hoped it would be passed into law. (Applause.) The Government were also determined to deal with the question of the unemployed by placing them upon the land. xyxy=(126,1311,236,1389)
article-text: He desired that the working men of the colony should be settled upon the land, and that all the advantages of the Act should be open to the humblest settler. The land was the heritage of the people, and it was the duty of the Government to see that it was made accessible to every man who was willing to work it. Under the village settlement system hundreds of families had already been placed upon small holdings, and were now making comfortable homes for themselves. The lease in perpetuity had proved a great boon to the settler of small means, and the returns from the Land Board showed that the greater part of the land disposed of had gone under that tenure. (Hear, hear.) xyxy=(7,825,119,922)
advert-town-lands xyxy=(480,324,590,352)
section-heading: SUPREME COURT. xyxy=(389,471,450,479)
advert-steam-coach xyxy=(715,166,826,211)
article-text: The adjourned annual general meeting of the above association was held in the Club Hotel on Monday evening. There was a good attendance of members. The report of the committee was read and adopted, and the balance sheet, which showed a credit balance of £41 3s 6d, was also adopted. The election of officers for the ensuing year then took place, the whole of the retiring members being re-elected. A vote of thanks to the retiring officers closed the proceedings. xyxy=(715,212,826,280)
advert-park-vale xyxy=(598,45,708,69)
advert-heading: T. G. MASON, xyxy=(740,389,801,400)
article-text: The Government had done more for the labouring classes than any Government that had ever held office in the colony. They had passed the Factories Act, the Shops and Shop Assistants Act, the Employers' Liability Act, the Truck Act, and many other measures for the benefit of the workers. The Conciliation and Arbitration Bill, which had been thrown out by the Upper House, would again be introduced, and he hoped it would be passed into law. (Applause.) The Government were also determined to deal with the question of the unemployed by placing them upon the land. xyxy=(126,1954,236,2033)
advert-line: LODGE, No. 39. xyxy=(398,120,436,126)
article-text: The adjourned annual general meeting of the above association was held in the Club Hotel on Monday evening. There was a good attendance of members. The report of the committee was read and adopted, and the balance sheet, which showed a credit balance of £41 3s 6d, was also adopted. The election of officers for the ensuing year then took place, the whole of the retiring members being re-elected. A vote of thanks to the retiring officers closed the proceedings. xyxy=(833,166,944,234)
advert-line: FACTORY. xyxy=(758,188,783,194)
article-text: The adjourned annual general meeting of the above association was held in the Club Hotel on Monday evening. There was a good attendance of members. The report of the committee was read and adopted, and the balance sheet, which showed a credit balance of £41 3s 6d, was also adopted. The election of officers for the ensuing year then took place, the whole of the retiring members being re-elected. A vote of thanks to the retiring officers closed the proceedings. xyxy=(598,72,708,139)
advert-line: A xyxy=(415,135,419,141)
article-text: The Government had done more for the labouring classes than any Government that had ever held office in the colony. They had passed the Factories Act, the Shops and Shop Assistants Act, the Employers' Liability Act, the Truck Act, and many other measures for the benefit of the workers. The Conciliation and Arbitration Bill, which had been thrown out by the Upper House, would again be introduced, and he hoped it would be passed into law. (Applause.) The Government were also determined to deal with the question of the unemployed by placing them upon the land. xyxy=(126,1230,236,1309)
article-text: The Government had done more for the labouring classes than any Government that had ever held office in the colony. They had passed the Factories Act, the Shops and Shop Assistants Act, the Employers' Liability Act, the Truck Act, and many other measures for the benefit of the workers. The Conciliation and Arbitration Bill, which had been thrown out by the Upper House, would again be introduced, and he hoped it would be passed into law. (Applause.) The Government were also determined to deal with the question of the unemployed by placing them upon the land. xyxy=(126,578,236,657)
advert-line: Saddler and Harnessmaker, xyxy=(620,506,686,512)
advert-line: WEDNESDAY, the JUNE, xyxy=(388,172,446,177)
advert-heading: Masterton Stock Sale. xyxy=(491,55,579,67)
article-text: The adjourned annual general meeting of the above association was held in the Club Hotel on Monday evening. There was a good attendance of members. The report of the committee was read and adopted, and the balance sheet, which showed a credit balance of £41 3s 6d, was also adopted. The election of officers for the ensuing year then took place, the whole of the retiring members being re-elected. A vote of thanks to the retiring officers closed the proceedings. xyxy=(244,1771,354,1838)
article-text: He desired that the working men of the colony should be settled upon the land, and that all the advantages of the Act should be open to the humblest settler. The land was the heritage of the people, and it was the duty of the Government to see that it was made accessible to every man who was willing to work it. Under the village settlement system hundreds of families had already been placed upon small holdings, and were now making comfortable homes for themselves. The lease in perpetuity had proved a great boon to the settler of small means, and the returns from the Land Board showed that the greater part of the land disposed of had gone under that tenure. (Hear, hear.) xyxy=(7,1020,119,1116)
advert-chamberlain xyxy=(598,418,708,487)
advert-farmers-coop xyxy=(715,45,826,163)
advert-heading: American Bush-hooks. xyxy=(735,133,806,142)
advert-competition xyxy=(598,523,708,571)
advert-heading: GROOVED AXE. xyxy=(742,95,799,104)
masthead xyxy=(0,0,951,39)
article-text: The adjourned annual general meeting of the above association was held in the Club Hotel on Monday evening. There was a good attendance of members. The report of the committee was read and adopted, and the balance sheet, which showed a credit balance of £41 3s 6d, was also adopted. The election of officers for the ensuing year then took place, the whole of the retiring members being re-elected. A vote of thanks to the retiring officers closed the proceedings. xyxy=(244,285,354,353)
advert-heading: GREYTOWN AUCTION ROOMS. xyxy=(494,154,575,172)
advert-line: Commencing 7.30 p.m. xyxy=(389,177,445,183)
article-text: The Government had done more for the labouring classes than any Government that had ever held office in the colony. They had passed the Factories Act, the Shops and Shop Assistants Act, the Employers' Liability Act, the Truck Act, and many other measures for the benefit of the workers. The Conciliation and Arbitration Bill, which had been thrown out by the Upper House, would again be introduced, and he hoped it would be passed into law. (Applause.) The Government were also determined to deal with the question of the unemployed by placing them upon the land. xyxy=(126,78,236,157)
article-text: The adjourned annual general meeting of the above association was held in the Club Hotel on Monday evening. There was a good attendance of members. The report of the committee was read and adopted, and the balance sheet, which showed a credit balance of £41 3s 6d, was also adopted. The election of officers for the ensuing year then took place, the whole of the retiring members being re-elected. A vote of thanks to the retiring officers closed the proceedings. xyxy=(833,558,944,626)
advert-carpenter xyxy=(480,669,590,727)
section-heading: SPECIAL SETTLEMENTS xyxy=(26,419,105,427)
column-8 xyxy=(830,41,948,1797)
advert-line: JAS. STONE, xyxy=(637,167,668,173)
advert-heading: A. R. FOWER xyxy=(859,721,919,732)
article-text: He desired that the working men of the colony should be settled upon the land, and that all the advantages of the Act should be open to the humblest settler. The land was the heritage of the people, and it was the duty of the Government to see that it was made accessible to every man who was willing to work it. Under the village settlement system hundreds of families had already been placed upon small holdings, and were now making comfortable homes for themselves. The lease in perpetuity had proved a great boon to the settler of small means, and the returns from the Land Board showed that the greater part of the land disposed of had gone under that tenure. (Hear, hear.) xyxy=(7,112,119,207)
advert-heading: COMPETITION xyxy=(618,528,687,539)
section-heading: MASTERTON A. AND P. ASSOCIATION. xyxy=(265,355,339,369)
article-text: The adjourned annual general meeting of the above association was held in the Club Hotel on Monday evening. There was a good attendance of members. The report of the committee was read and adopted, and the balance sheet, which showed a credit balance of £41 3s 6d, was also adopted. The election of officers for the ensuing year then took place, the whole of the retiring members being re-elected. A vote of thanks to the retiring officers closed the proceedings. xyxy=(833,389,944,457)
article-text: The adjourned annual general meeting of the above association was held in the Club Hotel on Monday evening. There was a good attendance of members. The report of the committee was read and adopted, and the balance sheet, which showed a credit balance of £41 3s 6d, was also adopted. The election of officers for the ensuing year then took place, the whole of the retiring members being re-elected. A vote of thanks to the retiring officers closed the proceedings. xyxy=(480,253,590,321)
section-heading: WORKERS' FRIENDS xyxy=(32,622,99,630)
advert-heading: CONVERSAZIONE xyxy=(375,142,459,154)
advert-line: [LIMITED.] xyxy=(757,88,784,94)
article-text: The adjourned annual general meeting of the above association was held in the Club Hotel on Monday evening. There was a good attendance of members. The report of the committee was read and adopted, and the balance sheet, which showed a credit balance of £41 3s 6d, was also adopted. The election of officers for the ensuing year then took place, the whole of the retiring members being re-elected. A vote of thanks to the retiring officers closed the proceedings. xyxy=(362,761,472,829)
article-text: The adjourned annual general meeting of the above association was held in the Club Hotel on Monday evening. There was a good attendance of members. The report of the committee was read and adopted, and the balance sheet, which showed a credit balance of £41 3s 6d, was also adopted. The election of officers for the ensuing year then took place, the whole of the retiring members being re-elected. A vote of thanks to the retiring officers closed the proceedings. xyxy=(244,732,354,800)
article-text: But such a state of things as existed in too many hotels should exist, and a system shame. He would expect that if an effort was made to take the licensed trade out of the hands of the brewers and publicans, the people would have a chance. xyxy=(244,43,354,76)
advert-line: Agent for Sun Fire Insurance Co., MASTERTON. xyxy=(849,733,929,745)
advert-coach-factory xyxy=(598,206,708,224)
article-text: The Government had done more for the labouring classes than any Government that had ever held office in the colony. They had passed the Factories Act, the Shops and Shop Assistants Act, the Employers' Liability Act, the Truck Act, and many other measures for the benefit of the workers. The Conciliation and Arbitration Bill, which had been thrown out by the Upper House, would again be introduced, and he hoped it would be passed into law. (Applause.) The Government were also determined to deal with the question of the unemployed by placing them upon the land. xyxy=(126,1471,236,1550)
article-text: The adjourned annual general meeting of the above association was held in the Club Hotel on Monday evening. There was a good attendance of members. The report of the committee was read and adopted, and the balance sheet, which showed a credit balance of £41 3s 6d, was also adopted. The election of officers for the ensuing year then took place, the whole of the retiring members being re-elected. A vote of thanks to the retiring officers closed the proceedings. xyxy=(480,353,590,422)
advert-line: Commenced masters.—Price by 3 feet. xyxy=(371,88,463,94)
article-text: The Government had done more for the labouring classes than any Government that had ever held office in the colony. They had passed the Factories Act, the Shops and Shop Assistants Act, the Employers' Liability Act, the Truck Act, and many other measures for the benefit of the workers. The Conciliation and Arbitration Bill, which had been thrown out by the Upper House, would again be introduced, and he hoped it would be passed into law. (Applause.) The Government were also determined to deal with the question of the unemployed by placing them upon the land. xyxy=(126,1552,236,1631)
article-text: The adjourned annual general meeting of the above association was held in the Club Hotel on Monday evening. There was a good attendance of members. The report of the committee was read and adopted, and the balance sheet, which showed a credit balance of £41 3s 6d, was also adopted. The election of officers for the ensuing year then took place, the whole of the retiring members being re-elected. A vote of thanks to the retiring officers closed the proceedings. xyxy=(833,67,944,134)
advert-heading: R. F. TEMPLE & CO, xyxy=(372,836,462,847)
